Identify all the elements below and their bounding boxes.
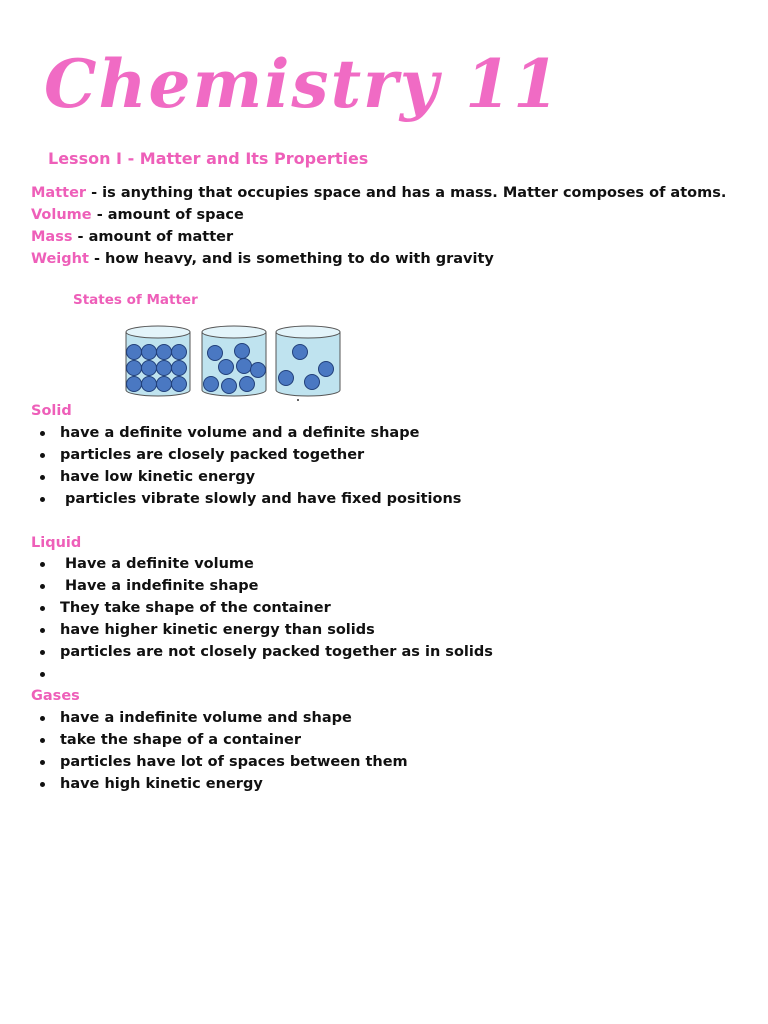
liquid-particle [237, 359, 252, 374]
liquid-particle [235, 344, 250, 359]
list-item: particles are closely packed together [32, 444, 752, 466]
solid-heading: Solid [31, 403, 72, 419]
definition-mass [31, 226, 726, 248]
definition-term: Mass [31, 229, 73, 245]
liquid-particle [240, 377, 255, 392]
liquid-particle [251, 363, 266, 378]
list-item: particles vibrate slowly and have fixed positions [32, 488, 752, 510]
solid-particle [142, 345, 157, 360]
solid-particle [127, 345, 142, 360]
page-title: Chemistry 11 [44, 45, 562, 123]
definition-weight [31, 248, 726, 270]
list-item: take the shape of a container [32, 729, 752, 751]
list-item: They take shape of the container [32, 597, 752, 619]
liquid-particle [204, 377, 219, 392]
solid-particle [172, 377, 187, 392]
lesson-heading: Lesson I - Matter and Its Properties [48, 149, 369, 168]
list-item: Have a definite volume [32, 553, 752, 575]
solid-particle [157, 345, 172, 360]
list-item: have high kinetic energy [32, 773, 752, 795]
gas-particle [279, 371, 294, 386]
liquid-particle [208, 346, 223, 361]
gas-container [276, 326, 340, 401]
list-item: have a indefinite volume and shape [32, 707, 752, 729]
solid-particle [172, 345, 187, 360]
definitions [31, 182, 726, 270]
solid-particle [157, 377, 172, 392]
liquid-container [202, 326, 266, 396]
solid-particle [172, 361, 187, 376]
gas-particle [305, 375, 320, 390]
states-of-matter-title: States of Matter [73, 292, 198, 308]
definition-text: - amount of space [91, 207, 244, 223]
solid-particle [127, 377, 142, 392]
solid-particle [127, 361, 142, 376]
list-item: particles have lot of spaces between them [32, 751, 752, 773]
definition-term: Matter [31, 185, 87, 201]
list-item: have higher kinetic energy than solids [32, 619, 752, 641]
liquid-particle [222, 379, 237, 394]
list-item: particles are not closely packed together as in solids [32, 641, 752, 663]
definition-matter [31, 182, 726, 204]
definition-text: - is anything that occupies space and has a mass. Matter composes of atoms. [86, 185, 727, 201]
solid-container [126, 326, 190, 396]
definition-volume [31, 204, 726, 226]
liquid-heading: Liquid [31, 535, 82, 551]
liquid-list [32, 553, 752, 685]
gas-particle [319, 362, 334, 377]
liquid-particle [219, 360, 234, 375]
list-item [32, 663, 752, 685]
definition-term: Volume [31, 207, 92, 223]
gas-particle [293, 345, 308, 360]
list-item: have a definite volume and a definite shape [32, 422, 752, 444]
solid-list [32, 422, 752, 510]
list-item: have low kinetic energy [32, 466, 752, 488]
solid-particle [142, 361, 157, 376]
gases-heading: Gases [31, 688, 80, 704]
states-of-matter-diagram [118, 322, 348, 404]
solid-particle [157, 361, 172, 376]
definition-text: - how heavy, and is something to do with gravity [88, 251, 494, 267]
list-item: Have a indefinite shape [32, 575, 752, 597]
definition-term: Weight [31, 251, 89, 267]
solid-particle [142, 377, 157, 392]
gases-list [32, 707, 752, 795]
definition-text: - amount of matter [72, 229, 234, 245]
